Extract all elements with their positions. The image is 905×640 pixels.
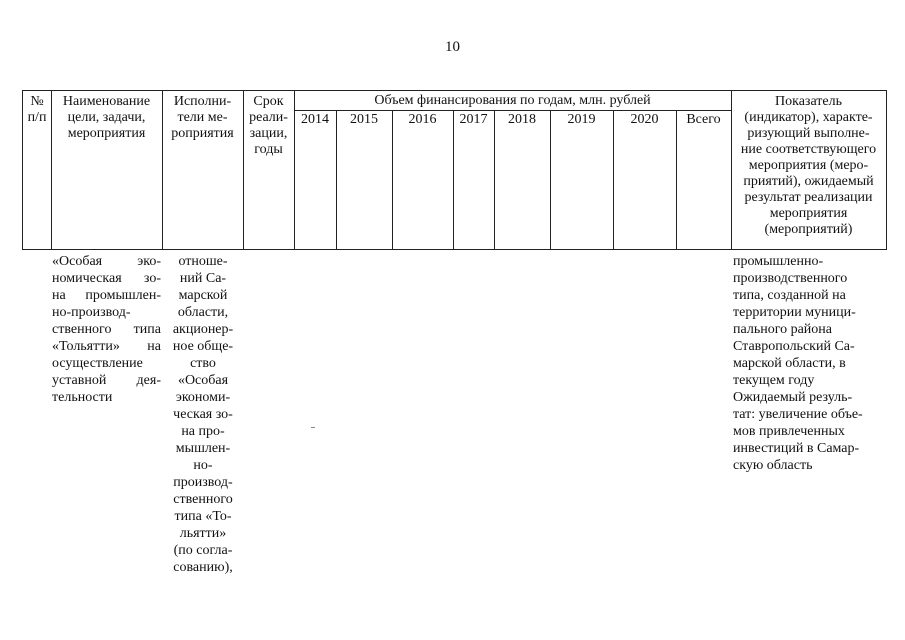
name-word: ственного — [52, 322, 112, 337]
name-word: дея- — [136, 373, 161, 388]
name-word: на — [147, 339, 161, 354]
row-executors-text: отноше- ний Са- марской области, акционер- ное обще- ство «Особая экономи- ческая зо- на про- мышлен- но- производ- ственного типа «То- льятти» (по согла- сованию), — [172, 254, 234, 575]
year-2018: 2018 — [508, 112, 536, 127]
name-line — [52, 389, 161, 406]
header-executors: Исполни- тели ме- роприятия — [171, 94, 234, 141]
name-word: тельности — [52, 390, 113, 405]
name-word: на — [52, 288, 66, 303]
name-line — [52, 270, 161, 287]
name-word: осуществление — [52, 356, 143, 371]
name-line — [52, 304, 161, 321]
page-number: 10 — [445, 39, 460, 55]
year-2016: 2016 — [408, 112, 437, 127]
name-word: «Тольятти» — [52, 339, 120, 354]
row-indicator-text: промышленно- производственного типа, созданной на территории муници- пального района Ставропольский Са- марской области, в текущем году Ожидаемый резуль- тат: увеличение объе- мов привлеченных инвестиций в Самар- скую область — [733, 254, 863, 473]
table-header — [22, 90, 887, 250]
name-word: эко- — [137, 254, 161, 269]
year-divider — [392, 110, 393, 249]
scan-speck — [311, 427, 315, 428]
name-line — [52, 321, 161, 338]
year-divider — [613, 110, 614, 249]
year-2020: 2020 — [630, 112, 659, 127]
header-num: № п/п — [27, 94, 47, 125]
year-divider — [336, 110, 337, 249]
year-2015: 2015 — [350, 112, 378, 127]
header-indicator: Показатель (индикатор), характе- ризующий выполне- ние соответствующего мероприятия (меро- приятий), ожидаемый результат реализации мероприятия (мероприятий) — [740, 94, 877, 237]
year-divider — [494, 110, 495, 249]
year-2019: 2019 — [567, 112, 596, 127]
header-name: Наименование цели, задачи, мероприятия — [62, 94, 151, 141]
name-word: номическая — [52, 271, 122, 286]
name-line — [52, 372, 161, 389]
name-line — [52, 355, 161, 372]
name-word: «Особая — [52, 254, 103, 269]
name-word: зо- — [143, 271, 161, 286]
header-term: Срок реали- зации, годы — [249, 94, 288, 157]
year-divider — [676, 110, 677, 249]
name-word: типа — [133, 322, 161, 337]
name-line — [52, 287, 161, 304]
col-divider — [886, 91, 887, 249]
year-divider — [453, 110, 454, 249]
year-2017: 2017 — [459, 112, 488, 127]
name-line — [52, 338, 161, 355]
header-funding-title: Объем финансирования по годам, млн. рублей — [374, 93, 651, 108]
name-word: промышлен- — [85, 288, 161, 303]
funding-subheader-line — [294, 110, 731, 111]
row-name-text — [52, 253, 161, 406]
year-divider — [550, 110, 551, 249]
year-total: Всего — [686, 112, 721, 127]
name-word: уставной — [52, 373, 107, 388]
name-word: но-производ- — [52, 305, 131, 320]
name-line — [52, 253, 161, 270]
year-2014: 2014 — [301, 112, 329, 127]
